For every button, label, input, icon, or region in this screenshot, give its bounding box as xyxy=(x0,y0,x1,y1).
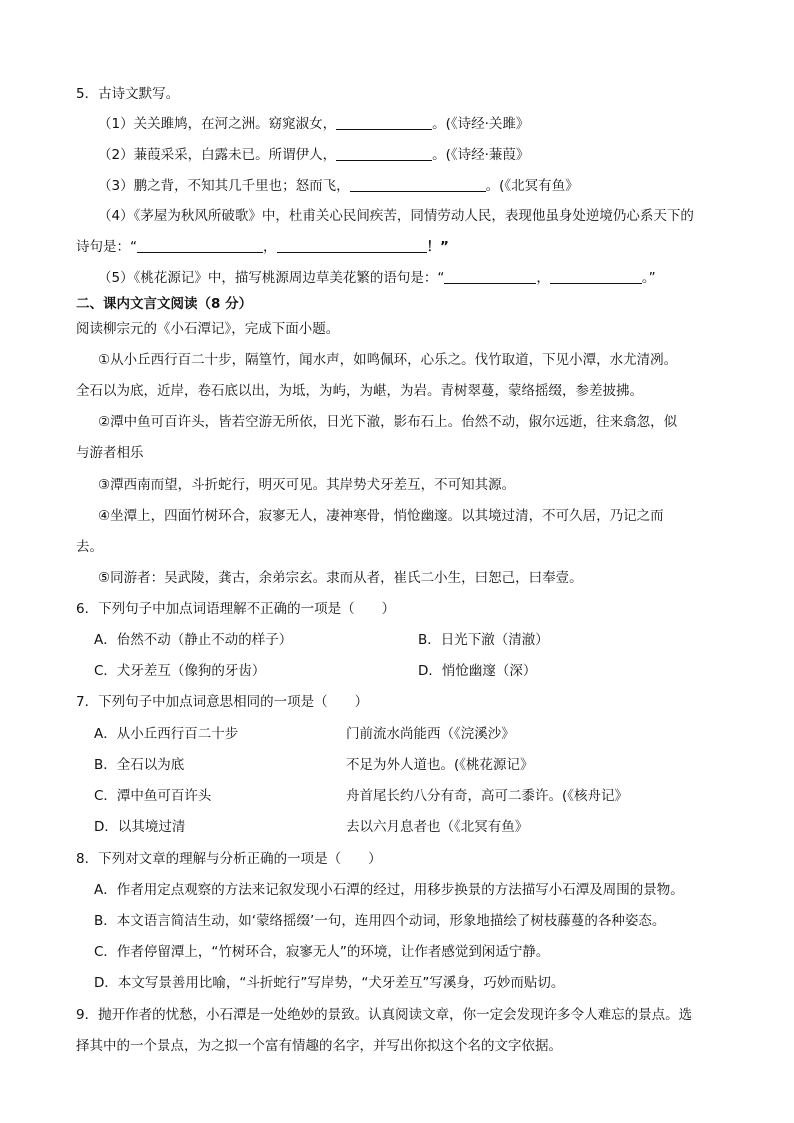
q5-item-2 xyxy=(98,145,754,165)
comma: ， xyxy=(536,270,550,286)
answer-blank[interactable] xyxy=(350,177,486,192)
q5-title: 5．古诗文默写。 xyxy=(76,86,180,102)
q7-stem: 7．下列句子中加点词意思相同的一项是（ ） xyxy=(76,694,369,710)
q5-item-1-text: （1）关关雎鸠，在河之洲。窈窕淑女， xyxy=(98,116,337,132)
q5-item-2-text: （2）蒹葭采采，白露未已。所谓伊人， xyxy=(98,147,337,163)
passage-p1-line1: ①从小丘西行百二十步，隔篁竹，闻水声，如鸣佩环，心乐之。伐竹取道，下见小潭，水尤清冽。 xyxy=(98,352,678,368)
q8-option-d[interactable]: D．本文写景善用比喻，“斗折蛇行”写岸势，“犬牙差互”写溪身，巧妙而贴切。 xyxy=(94,975,565,991)
answer-blank[interactable] xyxy=(336,115,432,130)
q5-item-4-suffix: ！” xyxy=(426,239,449,255)
passage-p4-line2: 去。 xyxy=(76,539,103,555)
q5-item-3-source: 。(《北冥有鱼》 xyxy=(485,178,579,194)
q5-item-3-text: （3）鹏之背，不知其几千里也；怒而飞， xyxy=(98,178,350,194)
q6-stem: 6．下列句子中加点词语理解不正确的一项是（ ） xyxy=(76,601,396,617)
q6-option-c[interactable]: C．犬牙差互（像狗的牙齿） xyxy=(94,663,266,679)
q7-option-d-compare: 去以六月息者也（《北冥有鱼》 xyxy=(346,819,529,835)
answer-blank[interactable] xyxy=(550,269,642,284)
q9-line2: 择其中的一个景点，为之拟一个富有情趣的名字，并写出你拟这个名的文字依据。 xyxy=(76,1038,562,1054)
q7-option-a-compare: 门前流水尚能西（《浣溪沙》 xyxy=(346,726,515,742)
comma: ， xyxy=(263,239,277,255)
q7-option-c-compare: 舟首尾长约八分有奇，高可二黍许。(《核舟记》 xyxy=(346,788,629,804)
answer-blank[interactable] xyxy=(444,269,536,284)
q8-stem: 8．下列对文章的理解与分析正确的一项是（ ） xyxy=(76,851,382,867)
q5-item-5 xyxy=(98,268,754,288)
q8-option-c[interactable]: C．作者停留潭上，“竹树环合，寂寥无人”的环境，让作者感觉到闲适宁静。 xyxy=(94,944,550,960)
q5-item-1 xyxy=(98,114,754,134)
q5-item-4-line2 xyxy=(76,237,754,257)
q5-item-5-suffix: 。” xyxy=(641,270,656,286)
q5-item-2-source: 。(《诗经·蒹葭》 xyxy=(432,147,530,163)
passage-p3: ③潭西南而望，斗折蛇行，明灭可见。其岸势犬牙差互，不可知其源。 xyxy=(98,477,516,493)
q7-option-b-compare: 不足为外人道也。(《桃花源记》 xyxy=(346,757,534,773)
q6-option-d[interactable]: D．悄怆幽邃（深） xyxy=(418,663,537,679)
q6-option-a[interactable]: A．佁然不动（静止不动的样子） xyxy=(94,632,293,648)
q6-option-b[interactable]: B．日光下澈（清澈） xyxy=(418,632,549,648)
section-2-heading: 二、课内文言文阅读（8 分） xyxy=(76,296,253,312)
q8-option-b[interactable]: B．本文语言简洁生动，如‘蒙络摇缀’一句，连用四个动词，形象地描绘了树枝藤蔓的各种姿态。 xyxy=(94,913,666,929)
q5-item-4-prefix: 诗句是：“ xyxy=(76,239,137,255)
q7-option-d[interactable]: D．以其境过清 xyxy=(94,819,186,835)
answer-blank[interactable] xyxy=(277,238,427,253)
q8-option-a[interactable]: A．作者用定点观察的方法来记叙发现小石潭的经过，用移步换景的方法描写小石潭及周围的景物。 xyxy=(94,882,684,898)
answer-blank[interactable] xyxy=(336,146,432,161)
passage-p2-line1: ②潭中鱼可百许头，皆若空游无所依，日光下澈，影布石上。佁然不动，俶尔远逝，往来翕忽，似 xyxy=(98,414,678,430)
q7-option-a[interactable]: A．从小丘西行百二十步 xyxy=(94,726,239,742)
passage-p1-line2: 全石以为底，近岸，卷石底以出，为坻，为屿，为嵁，为岩。青树翠蔓，蒙络摇缀，参差披拂。 xyxy=(76,383,643,399)
passage-p2-line2: 与游者相乐 xyxy=(76,445,144,461)
passage-p4-line1: ④坐潭上，四面竹树环合，寂寥无人，凄神寒骨，悄怆幽邃。以其境过清，不可久居，乃记之而 xyxy=(98,508,664,524)
q9-line1: 9．抛开作者的忧愁，小石潭是一处绝妙的景致。认真阅读文章，你一定会发现许多令人难忘的景点。选 xyxy=(76,1007,693,1023)
passage-p5: ⑤同游者：吴武陵，龚古，余弟宗玄。隶而从者，崔氏二小生，曰恕己，曰奉壹。 xyxy=(98,570,583,586)
q5-item-5-text: （5）《桃花源记》中，描写桃源周边草美花繁的语句是：“ xyxy=(98,270,445,286)
q5-item-1-source: 。(《诗经·关雎》 xyxy=(432,116,530,132)
q7-option-c[interactable]: C．潭中鱼可百许头 xyxy=(94,788,212,804)
q7-option-b[interactable]: B．全石以为底 xyxy=(94,757,185,773)
q5-item-3 xyxy=(98,176,754,196)
answer-blank[interactable] xyxy=(137,238,263,253)
section-2-intro: 阅读柳宗元的《小石潭记》，完成下面小题。 xyxy=(76,321,340,337)
q5-item-4-line1: （4）《茅屋为秋风所破歌》中，杜甫关心民间疾苦，同情劳动人民，表现他虽身处逆境仍心系天下的 xyxy=(98,208,694,224)
